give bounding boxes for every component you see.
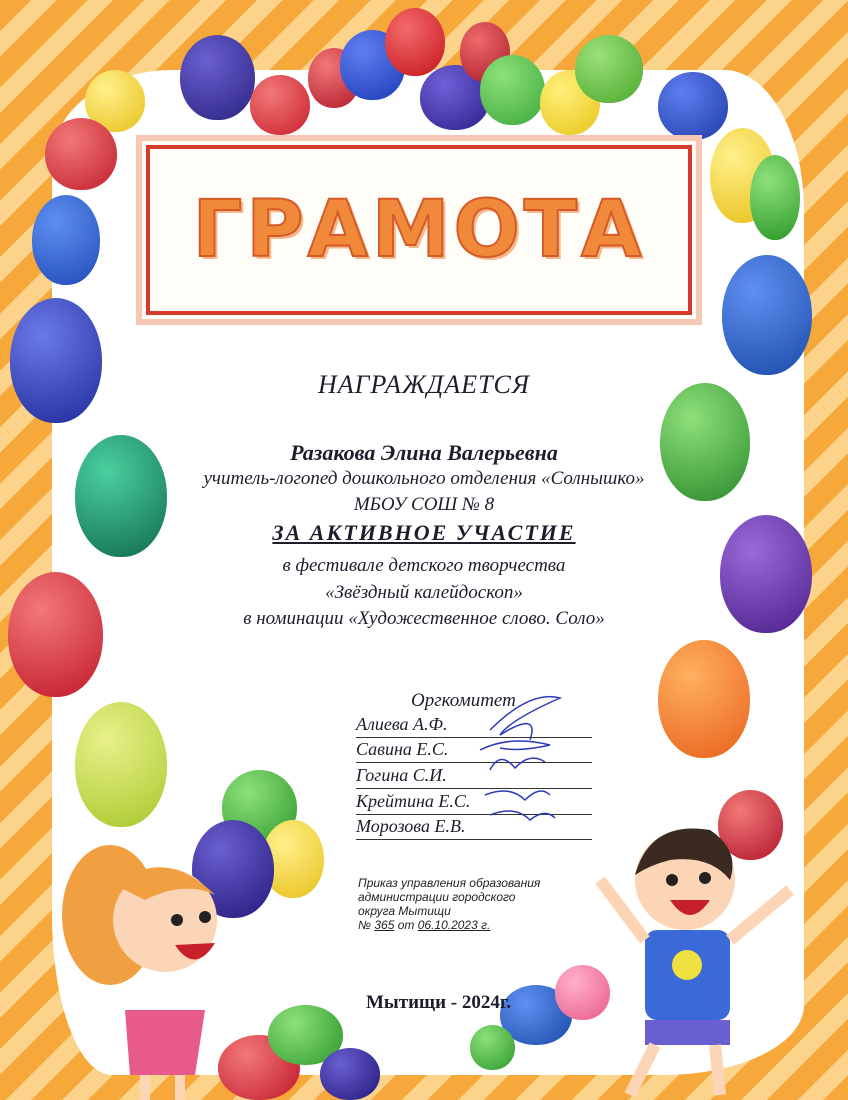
awarded-label: НАГРАЖДАЕТСЯ: [318, 370, 530, 399]
order-number-prefix: №: [358, 918, 375, 932]
balloon-decoration: [45, 118, 117, 190]
girl-illustration: [55, 825, 235, 1100]
order-line: администрации городского: [358, 890, 516, 904]
order-date-prefix: от: [394, 918, 418, 932]
balloon-decoration: [32, 195, 100, 285]
award-reason: ЗА АКТИВНОЕ УЧАСТИЕ: [272, 520, 576, 545]
certificate-title: ГРАМОТА: [192, 185, 646, 275]
balloon-decoration: [180, 35, 255, 120]
balloon-decoration: [658, 72, 728, 140]
title-card: [136, 135, 702, 325]
nomination-line: в номинации «Художественное слово. Соло»: [243, 608, 605, 629]
balloon-decoration: [722, 255, 812, 375]
committee-member: Гогина С.И.: [356, 765, 592, 789]
order-date: 06.10.2023 г.: [417, 918, 491, 932]
balloon-decoration: [10, 298, 102, 423]
committee-member: Алиева А.Ф.: [356, 714, 592, 738]
balloon-decoration: [470, 1025, 515, 1070]
boy-illustration: [590, 820, 820, 1100]
order-line: округа Мытищи: [358, 904, 451, 918]
city-year: Мытищи - 2024г.: [366, 992, 512, 1013]
balloon-decoration: [385, 8, 445, 76]
signature-scribble: [470, 690, 580, 850]
balloon-decoration: [575, 35, 643, 103]
order-number: 365: [374, 918, 395, 932]
committee-member: Морозова Е.В.: [356, 816, 592, 840]
order-number-line: [358, 918, 540, 932]
committee-title: Оргкомитет: [411, 690, 516, 711]
balloon-decoration: [75, 702, 167, 827]
committee-member: Крейтина Е.С.: [356, 791, 592, 815]
balloon-decoration: [480, 55, 545, 125]
balloon-decoration: [250, 75, 310, 135]
balloon-decoration: [320, 1048, 380, 1100]
recipient-school: МБОУ СОШ № 8: [353, 494, 495, 515]
recipient-name: Разакова Элина Валерьевна: [290, 440, 558, 465]
festival-name: «Звёздный калейдоскоп»: [325, 582, 523, 603]
recipient-position: учитель-логопед дошкольного отделения «Солнышко»: [203, 468, 645, 489]
balloon-decoration: [658, 640, 750, 758]
festival-line: в фестивале детского творчества: [282, 555, 566, 576]
order-line: Приказ управления образования: [358, 876, 541, 890]
committee-member: Савина Е.С.: [356, 739, 592, 763]
order-reference: [358, 876, 540, 932]
balloon-decoration: [750, 155, 800, 240]
